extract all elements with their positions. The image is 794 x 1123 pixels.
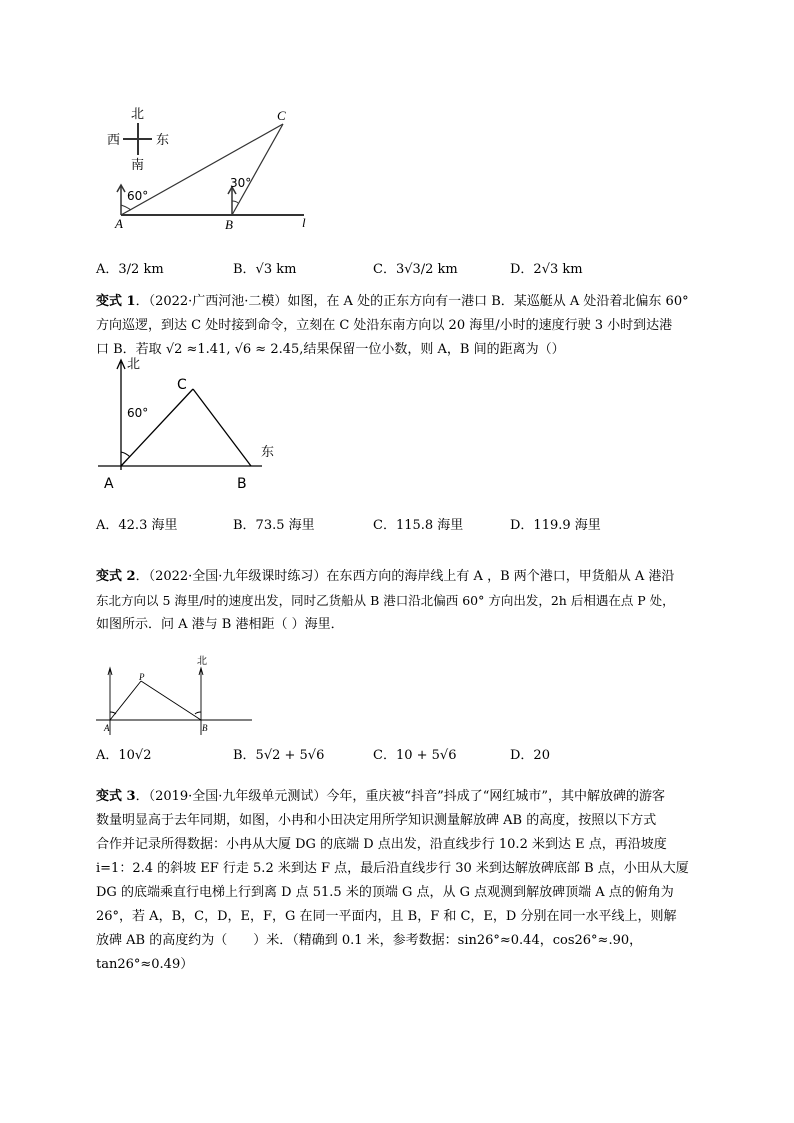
fig3-point-p: P <box>139 672 145 682</box>
fig1-angle-a: 60° <box>127 189 149 203</box>
variant3-line-2: 数量明显高于去年同期，如图，小冉和小田决定用所学知识测量解放碑 AB 的高度，按照以下方式 <box>96 813 657 828</box>
fig2-angle: 60° <box>127 406 149 420</box>
fig1-east: 东 <box>156 133 170 148</box>
variant1-label: 变式 1 <box>96 294 136 309</box>
variant2-option-b[interactable]: B．5√2 + 5√6 <box>233 748 325 763</box>
q0-option-d[interactable]: D．2√3 km <box>510 262 583 277</box>
variant1-line-1 <box>96 294 689 310</box>
fig2-north: 北 <box>127 357 141 372</box>
variant3-line-8: tan26°≈0.49） <box>96 957 194 972</box>
fig1-point-a: A <box>115 216 123 231</box>
variant2-line-2: 东北方向以 5 海里/时的速度出发，同时乙货船从 B 港口沿北偏西 60° 方向出发，2h 后相遇在点 P 处， <box>96 593 675 608</box>
variant1-option-d[interactable]: D．119.9 海里 <box>510 518 601 533</box>
variant2-option-a[interactable]: A．10√2 <box>96 748 152 763</box>
fig2-east: 东 <box>261 445 275 460</box>
variant3-text: ．（2019·全国·九年级单元测试）今年，重庆被“抖音”抖成了“网红城市”，其中解放碑的游客 <box>135 789 666 804</box>
variant2-text: ．（2022·全国·九年级课时练习）在东西方向的海岸线上有 A ，B 两个港口，甲货船从 A 港沿 <box>135 569 675 584</box>
q0-option-c[interactable]: C．3√3/2 km <box>373 262 458 277</box>
fig2-point-b: B <box>237 476 247 492</box>
fig1-point-c: C <box>277 108 286 123</box>
fig1-line-l: l <box>302 215 306 230</box>
fig2-point-c: C <box>177 377 187 393</box>
variant3-label: 变式 3 <box>96 789 136 804</box>
fig3-point-a: A <box>104 723 110 733</box>
fig3-point-b: B <box>202 723 208 733</box>
variant3-line-7: 放碑 AB 的高度约为（ ）米．（精确到 0.1 米，参考数据：sin26°≈0.44，cos26°≈.90， <box>96 933 643 948</box>
variant2-line-3: 如图所示．问 A 港与 B 港相距（ ）海里． <box>96 617 344 632</box>
variant1-option-a[interactable]: A．42.3 海里 <box>96 518 178 533</box>
variant3-line-6: 26°，若 A，B，C，D，E，F，G 在同一平面内，且 B，F 和 C，E，D 分别在同一水平线上，则解 <box>96 909 677 924</box>
variant2-label: 变式 2 <box>96 569 136 584</box>
variant1-line-3: 口 B．若取 √2 ≈1.41, √6 ≈ 2.45,结果保留一位小数，则 A，B 间的距离为（） <box>96 342 565 357</box>
fig1-angle-b: 30° <box>230 176 252 190</box>
q0-option-b[interactable]: B．√3 km <box>233 262 297 277</box>
fig1-north: 北 <box>131 107 145 122</box>
fig2-point-a: A <box>104 476 114 492</box>
fig1-west: 西 <box>107 133 121 148</box>
variant3-line-5: DG 的底端乘直行电梯上行到离 D 点 51.5 米的顶端 G 点，从 G 点观测到解放碑顶端 A 点的俯角为 <box>96 885 674 900</box>
variant3-line-4: i=1：2.4 的斜坡 EF 行走 5.2 米到达 F 点，最后沿直线步行 30 米到达解放碑底部 B 点，小田从大厦 <box>96 861 689 876</box>
variant1-option-c[interactable]: C．115.8 海里 <box>373 518 464 533</box>
variant1-line-2: 方向巡逻，到达 C 处时接到命令，立刻在 C 处沿东南方向以 20 海里/小时的速度行驶 3 小时到达港 <box>96 318 673 333</box>
variant3-line-3: 合作并记录所得数据：小冉从大厦 DG 的底端 D 点出发，沿直线步行 10.2 米到达 E 点，再沿坡度 <box>96 837 667 852</box>
variant1-option-b[interactable]: B．73.5 海里 <box>233 518 315 533</box>
q0-option-a[interactable]: A．3/2 km <box>96 262 164 277</box>
variant2-line-1 <box>96 569 674 585</box>
fig1-south: 南 <box>131 158 145 173</box>
variant2-option-d[interactable]: D．20 <box>510 748 550 763</box>
variant3-line-1 <box>96 789 665 805</box>
fig3-north: 北 <box>197 656 207 667</box>
variant2-option-c[interactable]: C．10 + 5√6 <box>373 748 457 763</box>
fig1-point-b: B <box>225 217 233 232</box>
variant1-text: ．（2022·广西河池·二模）如图，在 A 处的正东方向有一港口 B．某巡艇从 A 处沿着北偏东 60° <box>135 294 689 309</box>
